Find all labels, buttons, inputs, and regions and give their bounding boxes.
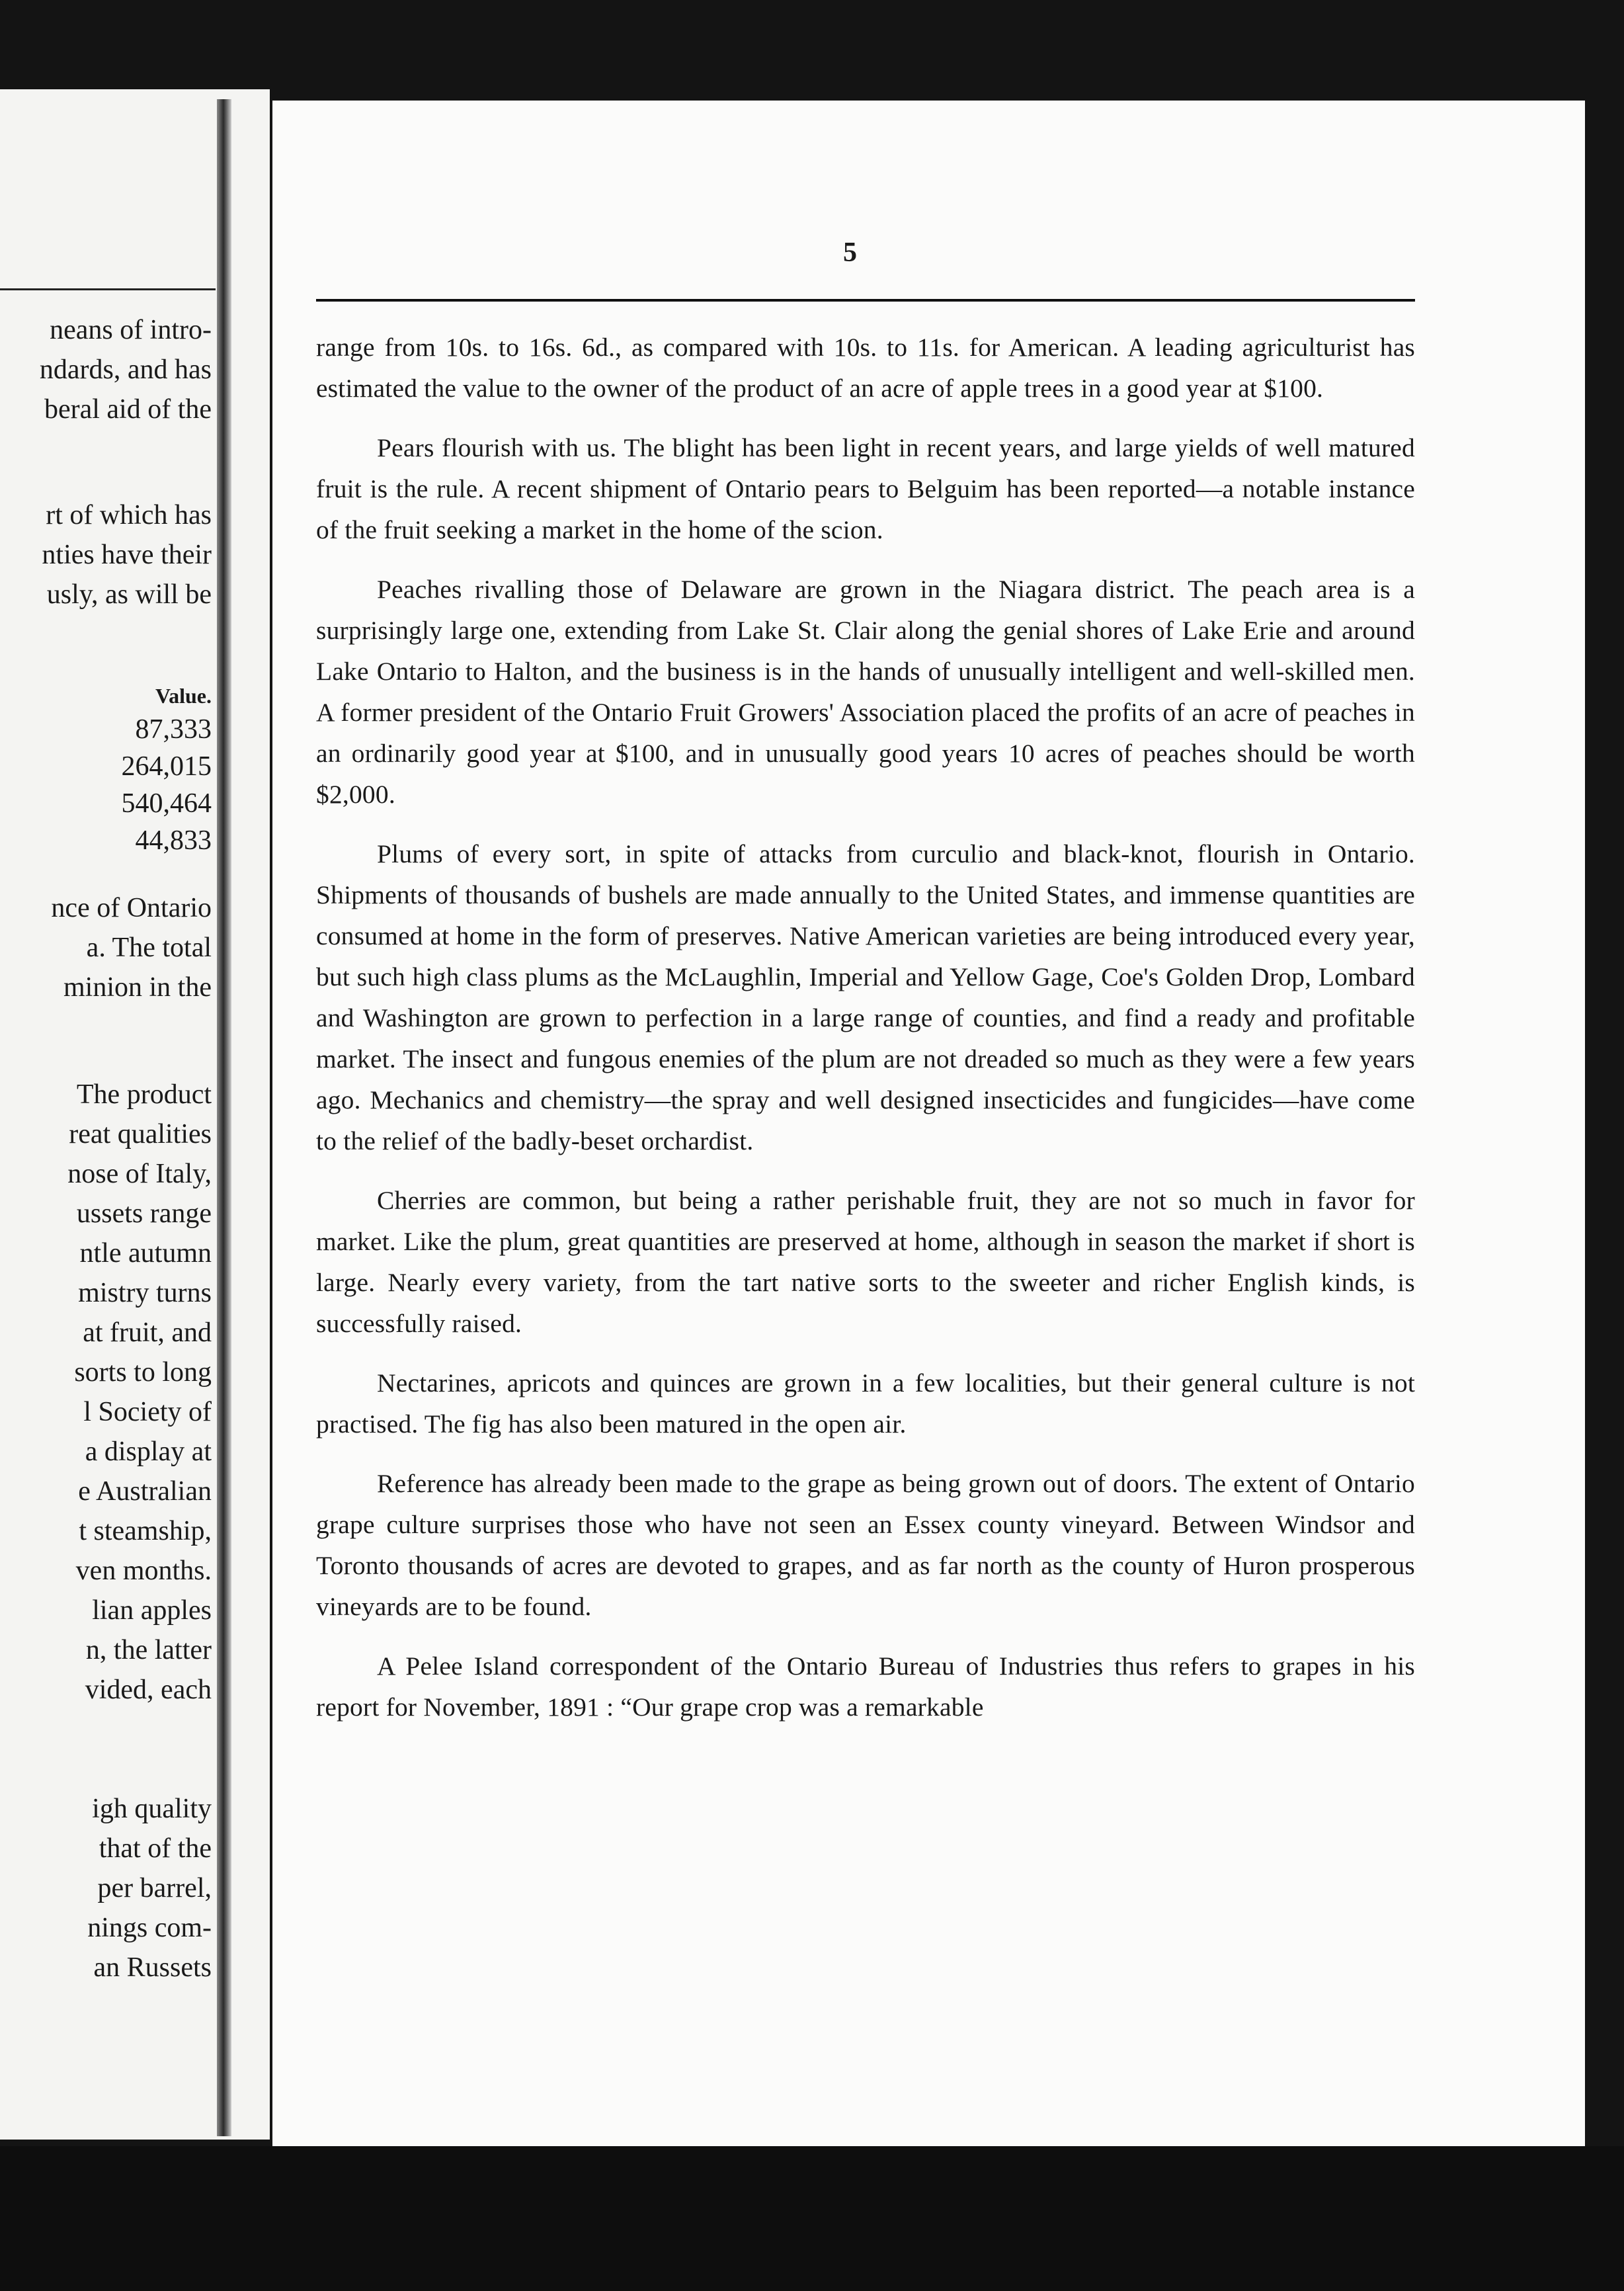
left-page-line: a display at	[85, 1437, 212, 1467]
left-page-line: ntle autumn	[79, 1238, 212, 1269]
left-page-line: at fruit, and	[83, 1317, 212, 1348]
header-rule	[316, 299, 1415, 302]
paragraph-plums: Plums of every sort, in spite of attacks from curculio and black-knot, flourish in Ontario. Shipments of thousands of bushels are made annually to the United States, and immense quantities are consumed at home in the form of preserves. Native American varieties are being introduced every year, but such high class plums as the McLaughlin, Imperial and Yellow Gage, Coe's Golden Drop, Lombard and Washington are grown to perfection in a large range of counties, and find a ready and profitable market. The insect and fungous enemies of the plum are not dreaded so much as they were a few years ago. Mechanics and chemistry—the spray and well designed insecticides and fungicides—have come to the relief of the badly-beset orchardist.	[316, 839, 1415, 1155]
left-page-line: nce of Ontario	[51, 893, 212, 923]
left-page-line: beral aid of the	[44, 394, 212, 425]
left-page-line: minion in the	[63, 972, 212, 1003]
left-page-line: that of the	[99, 1833, 212, 1864]
left-page-line: a. The total	[86, 933, 212, 963]
left-page-line: ndards, and has	[39, 354, 212, 385]
paragraph-peaches: Peaches rivalling those of Delaware are grown in the Niagara district. The peach area is a surprisingly large one, extending from Lake St. Clair along the genial shores of Lake Erie and around Lake Ontario to Halton, and the business is in the hands of unusually intelligent and well-skilled men. A former president of the Ontario Fruit Growers' Association placed the profits of an acre of peaches in an ordinarily good year at $100, and in unusually good years 10 acres of peaches should be worth $2,000.	[316, 575, 1415, 809]
body-text	[316, 327, 1415, 1746]
left-page-line: nings com-	[87, 1913, 212, 1943]
left-page-line: an Russets	[93, 1952, 212, 1983]
left-page-line: 44,833	[135, 825, 212, 856]
left-page-line: reat qualities	[69, 1119, 212, 1149]
left-page-line: Value.	[155, 684, 212, 708]
left-page-text	[0, 0, 216, 2291]
left-page-line: n, the latter	[85, 1635, 212, 1665]
paragraph-nectarines: Nectarines, apricots and quinces are grown in a few localities, but their general culture is not practised. The fig has also been matured in the open air.	[316, 1368, 1415, 1438]
left-page-line: per barrel,	[97, 1873, 212, 1903]
left-page-line: nties have their	[42, 540, 212, 570]
paragraph-grapes: Reference has already been made to the grape as being grown out of doors. The extent of Ontario grape culture surprises those who have not seen an Essex county vineyard. Between Windsor and Toronto thousands of acres are devoted to grapes, and as far north as the county of Huron prosperous vineyards are to be found.	[316, 1469, 1415, 1621]
left-page-line: sorts to long	[74, 1357, 212, 1388]
left-page-line: mistry turns	[78, 1278, 212, 1308]
left-page-line: 87,333	[135, 714, 212, 745]
left-page-line: 540,464	[121, 788, 212, 819]
paragraph-apples-cont: range from 10s. to 16s. 6d., as compared with 10s. to 11s. for American. A leading agriculturist has estimated the value to the owner of the product of an acre of apple trees in a good year at $100.	[316, 333, 1415, 403]
left-page-line: nose of Italy,	[67, 1159, 212, 1189]
left-page-line: igh quality	[92, 1794, 212, 1824]
paragraph-pears: Pears flourish with us. The blight has been light in recent years, and large yields of well matured fruit is the rule. A recent shipment of Ontario pears to Belguim has been reported—a notable instance of the fruit seeking a market in the home of the scion.	[316, 433, 1415, 544]
left-page-line: l Society of	[83, 1397, 212, 1427]
left-page-line: 264,015	[121, 751, 212, 782]
left-page-line: ussets range	[76, 1198, 212, 1229]
left-page-line: The product	[76, 1079, 212, 1110]
left-page-line: e Australian	[78, 1476, 212, 1507]
left-page-line: vided, each	[85, 1675, 212, 1705]
paragraph-pelee-island: A Pelee Island correspondent of the Ontario Bureau of Industries thus refers to grapes in his report for November, 1891 : “Our grape crop was a remarkable	[316, 1651, 1415, 1722]
scan-background	[0, 2146, 1624, 2291]
left-page-line: t steamship,	[79, 1516, 212, 1546]
page-number: 5	[843, 237, 857, 268]
left-page-line: ven months.	[75, 1556, 212, 1586]
left-page-line: usly, as will be	[46, 579, 212, 610]
left-page-line: lian apples	[92, 1595, 212, 1626]
paragraph-cherries: Cherries are common, but being a rather perishable fruit, they are not so much in favor for market. Like the plum, great quantities are preserved at home, although in season the market if short is large. Nearly every variety, from the tart native sorts to the sweeter and richer English kinds, is successfully raised.	[316, 1186, 1415, 1338]
book-spine	[217, 99, 231, 2136]
left-page-line: rt of which has	[46, 500, 212, 530]
left-page-line: neans of intro-	[50, 315, 212, 345]
